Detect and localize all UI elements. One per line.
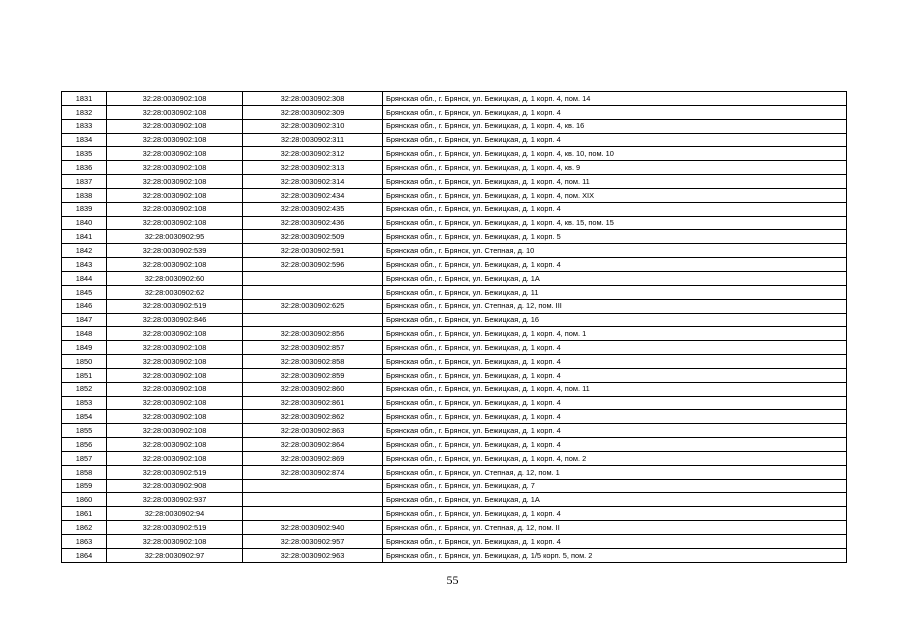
object-cadastral-number-cell: 32:28:0030902:940 xyxy=(243,521,383,535)
address-cell: Брянская обл., г. Брянск, ул. Бежицкая, д. 1 корп. 4, кв. 16 xyxy=(383,119,847,133)
table-row xyxy=(62,355,847,369)
object-cadastral-number-cell: 32:28:0030902:864 xyxy=(243,438,383,452)
row-number-cell: 1858 xyxy=(62,465,107,479)
table-row xyxy=(62,368,847,382)
row-number-cell: 1853 xyxy=(62,396,107,410)
land-cadastral-number-cell: 32:28:0030902:60 xyxy=(107,271,243,285)
row-number-cell: 1860 xyxy=(62,493,107,507)
address-cell: Брянская обл., г. Брянск, ул. Бежицкая, д. 1 корп. 4, пом. 1 xyxy=(383,327,847,341)
row-number-cell: 1857 xyxy=(62,451,107,465)
address-cell: Брянская обл., г. Брянск, ул. Бежицкая, д. 1 корп. 4, пом. 11 xyxy=(383,175,847,189)
object-cadastral-number-cell: 32:28:0030902:596 xyxy=(243,258,383,272)
table-row xyxy=(62,92,847,106)
address-cell: Брянская обл., г. Брянск, ул. Бежицкая, д. 1 корп. 4 xyxy=(383,133,847,147)
address-cell: Брянская обл., г. Брянск, ул. Бежицкая, д. 1 корп. 4 xyxy=(383,507,847,521)
land-cadastral-number-cell: 32:28:0030902:108 xyxy=(107,133,243,147)
land-cadastral-number-cell: 32:28:0030902:539 xyxy=(107,244,243,258)
row-number-cell: 1833 xyxy=(62,119,107,133)
address-cell: Брянская обл., г. Брянск, ул. Бежицкая, д. 1А xyxy=(383,271,847,285)
row-number-cell: 1852 xyxy=(62,382,107,396)
land-cadastral-number-cell: 32:28:0030902:62 xyxy=(107,285,243,299)
table-row xyxy=(62,548,847,562)
object-cadastral-number-cell: 32:28:0030902:862 xyxy=(243,410,383,424)
land-cadastral-number-cell: 32:28:0030902:108 xyxy=(107,216,243,230)
address-cell: Брянская обл., г. Брянск, ул. Бежицкая, д. 1 корп. 4 xyxy=(383,202,847,216)
row-number-cell: 1859 xyxy=(62,479,107,493)
object-cadastral-number-cell: 32:28:0030902:863 xyxy=(243,424,383,438)
address-cell: Брянская обл., г. Брянск, ул. Бежицкая, д. 1 корп. 4 xyxy=(383,438,847,452)
row-number-cell: 1851 xyxy=(62,368,107,382)
records-table xyxy=(61,91,847,563)
object-cadastral-number-cell: 32:28:0030902:857 xyxy=(243,341,383,355)
table-row xyxy=(62,382,847,396)
row-number-cell: 1847 xyxy=(62,313,107,327)
row-number-cell: 1848 xyxy=(62,327,107,341)
table-row xyxy=(62,230,847,244)
land-cadastral-number-cell: 32:28:0030902:108 xyxy=(107,147,243,161)
row-number-cell: 1841 xyxy=(62,230,107,244)
land-cadastral-number-cell: 32:28:0030902:108 xyxy=(107,382,243,396)
land-cadastral-number-cell: 32:28:0030902:94 xyxy=(107,507,243,521)
address-cell: Брянская обл., г. Брянск, ул. Степная, д. 10 xyxy=(383,244,847,258)
table-row xyxy=(62,451,847,465)
object-cadastral-number-cell: 32:28:0030902:858 xyxy=(243,355,383,369)
address-cell: Брянская обл., г. Брянск, ул. Бежицкая, д. 1 корп. 4 xyxy=(383,368,847,382)
land-cadastral-number-cell: 32:28:0030902:95 xyxy=(107,230,243,244)
object-cadastral-number-cell: 32:28:0030902:311 xyxy=(243,133,383,147)
land-cadastral-number-cell: 32:28:0030902:108 xyxy=(107,92,243,106)
object-cadastral-number-cell: 32:28:0030902:856 xyxy=(243,327,383,341)
object-cadastral-number-cell: 32:28:0030902:861 xyxy=(243,396,383,410)
address-cell: Брянская обл., г. Брянск, ул. Бежицкая, д. 1 корп. 4 xyxy=(383,105,847,119)
table-row xyxy=(62,119,847,133)
object-cadastral-number-cell: 32:28:0030902:860 xyxy=(243,382,383,396)
object-cadastral-number-cell xyxy=(243,313,383,327)
address-cell: Брянская обл., г. Брянск, ул. Бежицкая, д. 1 корп. 4, кв. 9 xyxy=(383,161,847,175)
row-number-cell: 1835 xyxy=(62,147,107,161)
table-row xyxy=(62,521,847,535)
object-cadastral-number-cell: 32:28:0030902:957 xyxy=(243,535,383,549)
object-cadastral-number-cell: 32:28:0030902:308 xyxy=(243,92,383,106)
land-cadastral-number-cell: 32:28:0030902:108 xyxy=(107,410,243,424)
object-cadastral-number-cell: 32:28:0030902:313 xyxy=(243,161,383,175)
land-cadastral-number-cell: 32:28:0030902:108 xyxy=(107,105,243,119)
table-row xyxy=(62,327,847,341)
land-cadastral-number-cell: 32:28:0030902:519 xyxy=(107,465,243,479)
object-cadastral-number-cell: 32:28:0030902:869 xyxy=(243,451,383,465)
table-row xyxy=(62,424,847,438)
address-cell: Брянская обл., г. Брянск, ул. Бежицкая, д. 1 корп. 4, кв. 15, пом. 15 xyxy=(383,216,847,230)
address-cell: Брянская обл., г. Брянск, ул. Бежицкая, д. 1/5 корп. 5, пом. 2 xyxy=(383,548,847,562)
row-number-cell: 1845 xyxy=(62,285,107,299)
address-cell: Брянская обл., г. Брянск, ул. Бежицкая, д. 1 корп. 4, пом. 14 xyxy=(383,92,847,106)
object-cadastral-number-cell: 32:28:0030902:314 xyxy=(243,175,383,189)
land-cadastral-number-cell: 32:28:0030902:108 xyxy=(107,368,243,382)
row-number-cell: 1861 xyxy=(62,507,107,521)
object-cadastral-number-cell xyxy=(243,479,383,493)
table-row xyxy=(62,465,847,479)
land-cadastral-number-cell: 32:28:0030902:108 xyxy=(107,438,243,452)
table-row xyxy=(62,299,847,313)
row-number-cell: 1864 xyxy=(62,548,107,562)
address-cell: Брянская обл., г. Брянск, ул. Бежицкая, д. 1 корп. 4 xyxy=(383,535,847,549)
land-cadastral-number-cell: 32:28:0030902:108 xyxy=(107,119,243,133)
object-cadastral-number-cell: 32:28:0030902:625 xyxy=(243,299,383,313)
address-cell: Брянская обл., г. Брянск, ул. Бежицкая, д. 1 корп. 4 xyxy=(383,341,847,355)
page-number: 55 xyxy=(446,573,459,587)
row-number-cell: 1840 xyxy=(62,216,107,230)
object-cadastral-number-cell xyxy=(243,507,383,521)
land-cadastral-number-cell: 32:28:0030902:519 xyxy=(107,299,243,313)
address-cell: Брянская обл., г. Брянск, ул. Степная, д. 12, пом. 1 xyxy=(383,465,847,479)
records-table-body xyxy=(62,92,847,563)
object-cadastral-number-cell xyxy=(243,493,383,507)
table-row xyxy=(62,493,847,507)
row-number-cell: 1832 xyxy=(62,105,107,119)
table-row xyxy=(62,202,847,216)
object-cadastral-number-cell: 32:28:0030902:434 xyxy=(243,188,383,202)
table-row xyxy=(62,161,847,175)
address-cell: Брянская обл., г. Брянск, ул. Бежицкая, д. 1 корп. 4 xyxy=(383,258,847,272)
table-row xyxy=(62,313,847,327)
address-cell: Брянская обл., г. Брянск, ул. Бежицкая, д. 1 корп. 4, пом. 2 xyxy=(383,451,847,465)
land-cadastral-number-cell: 32:28:0030902:108 xyxy=(107,341,243,355)
table-row xyxy=(62,271,847,285)
table-row xyxy=(62,285,847,299)
address-cell: Брянская обл., г. Брянск, ул. Бежицкая, д. 1 корп. 4, кв. 10, пом. 10 xyxy=(383,147,847,161)
row-number-cell: 1856 xyxy=(62,438,107,452)
land-cadastral-number-cell: 32:28:0030902:519 xyxy=(107,521,243,535)
table-row xyxy=(62,147,847,161)
land-cadastral-number-cell: 32:28:0030902:108 xyxy=(107,424,243,438)
object-cadastral-number-cell: 32:28:0030902:591 xyxy=(243,244,383,258)
land-cadastral-number-cell: 32:28:0030902:108 xyxy=(107,396,243,410)
address-cell: Брянская обл., г. Брянск, ул. Бежицкая, д. 11 xyxy=(383,285,847,299)
object-cadastral-number-cell: 32:28:0030902:509 xyxy=(243,230,383,244)
object-cadastral-number-cell: 32:28:0030902:310 xyxy=(243,119,383,133)
table-row xyxy=(62,258,847,272)
table-row xyxy=(62,438,847,452)
address-cell: Брянская обл., г. Брянск, ул. Бежицкая, д. 1 корп. 4 xyxy=(383,410,847,424)
row-number-cell: 1854 xyxy=(62,410,107,424)
row-number-cell: 1834 xyxy=(62,133,107,147)
table-row xyxy=(62,188,847,202)
table-row xyxy=(62,105,847,119)
object-cadastral-number-cell: 32:28:0030902:435 xyxy=(243,202,383,216)
object-cadastral-number-cell: 32:28:0030902:309 xyxy=(243,105,383,119)
row-number-cell: 1849 xyxy=(62,341,107,355)
land-cadastral-number-cell: 32:28:0030902:108 xyxy=(107,355,243,369)
address-cell: Брянская обл., г. Брянск, ул. Степная, д. 12, пом. III xyxy=(383,299,847,313)
table-row xyxy=(62,175,847,189)
row-number-cell: 1843 xyxy=(62,258,107,272)
row-number-cell: 1831 xyxy=(62,92,107,106)
address-cell: Брянская обл., г. Брянск, ул. Бежицкая, д. 1 корп. 4, пом. 11 xyxy=(383,382,847,396)
address-cell: Брянская обл., г. Брянск, ул. Бежицкая, д. 1 корп. 4 xyxy=(383,424,847,438)
land-cadastral-number-cell: 32:28:0030902:108 xyxy=(107,161,243,175)
land-cadastral-number-cell: 32:28:0030902:108 xyxy=(107,175,243,189)
address-cell: Брянская обл., г. Брянск, ул. Степная, д. 12, пом. II xyxy=(383,521,847,535)
table-row xyxy=(62,535,847,549)
row-number-cell: 1842 xyxy=(62,244,107,258)
table-row xyxy=(62,133,847,147)
address-cell: Брянская обл., г. Брянск, ул. Бежицкая, д. 1 корп. 4, пом. XIX xyxy=(383,188,847,202)
address-cell: Брянская обл., г. Брянск, ул. Бежицкая, д. 1 корп. 4 xyxy=(383,355,847,369)
land-cadastral-number-cell: 32:28:0030902:97 xyxy=(107,548,243,562)
row-number-cell: 1844 xyxy=(62,271,107,285)
table-row xyxy=(62,507,847,521)
row-number-cell: 1837 xyxy=(62,175,107,189)
table-row xyxy=(62,244,847,258)
row-number-cell: 1846 xyxy=(62,299,107,313)
object-cadastral-number-cell: 32:28:0030902:859 xyxy=(243,368,383,382)
row-number-cell: 1839 xyxy=(62,202,107,216)
table-row xyxy=(62,341,847,355)
object-cadastral-number-cell xyxy=(243,285,383,299)
row-number-cell: 1836 xyxy=(62,161,107,175)
object-cadastral-number-cell: 32:28:0030902:963 xyxy=(243,548,383,562)
table-row xyxy=(62,410,847,424)
object-cadastral-number-cell: 32:28:0030902:874 xyxy=(243,465,383,479)
address-cell: Брянская обл., г. Брянск, ул. Бежицкая, д. 7 xyxy=(383,479,847,493)
land-cadastral-number-cell: 32:28:0030902:846 xyxy=(107,313,243,327)
address-cell: Брянская обл., г. Брянск, ул. Бежицкая, д. 1 корп. 5 xyxy=(383,230,847,244)
land-cadastral-number-cell: 32:28:0030902:908 xyxy=(107,479,243,493)
row-number-cell: 1838 xyxy=(62,188,107,202)
land-cadastral-number-cell: 32:28:0030902:108 xyxy=(107,451,243,465)
land-cadastral-number-cell: 32:28:0030902:108 xyxy=(107,202,243,216)
land-cadastral-number-cell: 32:28:0030902:108 xyxy=(107,535,243,549)
row-number-cell: 1855 xyxy=(62,424,107,438)
table-row xyxy=(62,396,847,410)
address-cell: Брянская обл., г. Брянск, ул. Бежицкая, д. 16 xyxy=(383,313,847,327)
land-cadastral-number-cell: 32:28:0030902:108 xyxy=(107,258,243,272)
row-number-cell: 1862 xyxy=(62,521,107,535)
object-cadastral-number-cell xyxy=(243,271,383,285)
land-cadastral-number-cell: 32:28:0030902:108 xyxy=(107,188,243,202)
object-cadastral-number-cell: 32:28:0030902:436 xyxy=(243,216,383,230)
object-cadastral-number-cell: 32:28:0030902:312 xyxy=(243,147,383,161)
table-row xyxy=(62,216,847,230)
row-number-cell: 1863 xyxy=(62,535,107,549)
row-number-cell: 1850 xyxy=(62,355,107,369)
address-cell: Брянская обл., г. Брянск, ул. Бежицкая, д. 1 корп. 4 xyxy=(383,396,847,410)
address-cell: Брянская обл., г. Брянск, ул. Бежицкая, д. 1А xyxy=(383,493,847,507)
land-cadastral-number-cell: 32:28:0030902:937 xyxy=(107,493,243,507)
table-row xyxy=(62,479,847,493)
land-cadastral-number-cell: 32:28:0030902:108 xyxy=(107,327,243,341)
